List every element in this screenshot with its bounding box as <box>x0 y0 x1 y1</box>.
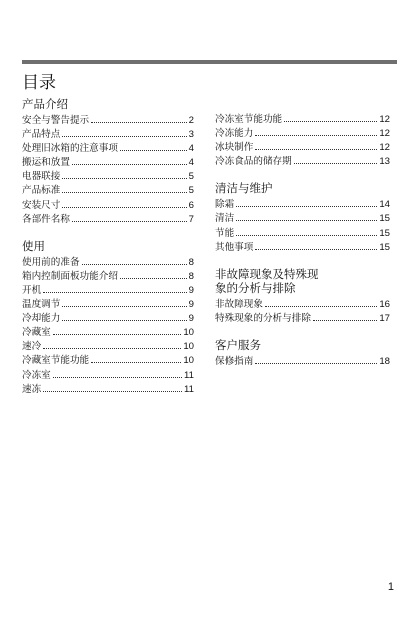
toc-entry-page: 12 <box>379 128 390 140</box>
toc-entry-label: 安全与警告提示 <box>22 115 90 126</box>
toc-entry-page: 9 <box>188 313 194 325</box>
dot-leader <box>236 234 377 236</box>
page-title: 目录 <box>22 73 56 92</box>
toc-entry-label: 冷冻能力 <box>215 128 254 140</box>
section-heading: 非故障现象及特殊现象的分析与排除 <box>215 268 319 295</box>
dot-leader <box>53 376 182 378</box>
dot-leader <box>62 135 186 137</box>
dot-leader <box>265 305 377 307</box>
dot-leader <box>255 134 377 136</box>
toc-entry-page: 4 <box>188 143 194 155</box>
toc-entry[interactable] <box>22 128 194 142</box>
toc-entry-page: 6 <box>188 199 194 211</box>
toc-entry-label: 非故障现象 <box>215 298 263 310</box>
page-number: 1 <box>387 581 394 593</box>
toc-entry[interactable] <box>215 227 390 241</box>
dot-leader <box>294 162 378 164</box>
section-heading: 清洁与维护 <box>215 183 273 196</box>
toc-entry-page: 15 <box>379 213 390 225</box>
toc-entry-page: 9 <box>188 284 194 296</box>
toc-entry-page: 4 <box>188 157 194 169</box>
toc-entry[interactable] <box>215 212 390 226</box>
toc-entry[interactable] <box>22 284 194 298</box>
toc-entry[interactable] <box>22 298 194 312</box>
section-heading: 使用 <box>22 240 45 253</box>
toc-entry[interactable] <box>22 256 194 270</box>
toc-entry-label: 产品特点 <box>22 129 61 141</box>
dot-leader <box>72 163 187 165</box>
toc-entry-label: 温度调节 <box>22 299 61 311</box>
toc-entry[interactable] <box>22 199 194 213</box>
toc-entry-label: 速冻 <box>22 383 42 395</box>
toc-entry-label: 搬运和放置 <box>22 157 70 169</box>
dot-leader <box>62 206 186 208</box>
toc-entry[interactable] <box>22 326 194 340</box>
dot-leader <box>284 120 377 122</box>
dot-leader <box>62 305 186 307</box>
dot-leader <box>236 219 377 221</box>
toc-entry-page: 8 <box>188 270 194 282</box>
toc-section <box>22 240 194 397</box>
toc-entry[interactable] <box>22 270 194 284</box>
dot-leader <box>91 361 181 363</box>
toc-entry-label: 其他事项 <box>215 241 254 253</box>
toc-entry-label: 除霜 <box>215 199 235 211</box>
dot-leader <box>82 263 187 265</box>
toc-entry-label: 冷冻室节能功能 <box>215 114 283 125</box>
toc-entry-page: 10 <box>183 355 194 367</box>
toc-entry[interactable] <box>215 141 390 155</box>
toc-entry-page: 12 <box>379 142 390 154</box>
toc-entry-label: 冰块制作 <box>215 142 254 154</box>
toc-entry[interactable] <box>22 142 194 156</box>
toc-entry[interactable] <box>22 156 194 170</box>
dot-leader <box>255 248 377 250</box>
toc-entry-page: 11 <box>184 383 194 395</box>
toc-entry-page: 10 <box>183 341 194 353</box>
toc-entry-page: 5 <box>188 171 194 183</box>
toc-entry-label: 节能 <box>215 227 235 239</box>
toc-entry-page: 2 <box>188 115 194 126</box>
toc-entry[interactable] <box>215 155 390 169</box>
toc-entry-label: 特殊现象的分析与排除 <box>215 312 311 324</box>
dot-leader <box>255 362 377 364</box>
dot-leader <box>120 149 187 151</box>
toc-entry[interactable] <box>215 113 390 127</box>
toc-entry[interactable] <box>22 354 194 368</box>
toc-entry[interactable] <box>22 114 194 128</box>
toc-entry-page: 8 <box>188 256 194 268</box>
toc-entry-label: 处理旧冰箱的注意事项 <box>22 143 118 155</box>
dot-leader <box>72 220 187 222</box>
toc-entry[interactable] <box>215 127 390 141</box>
toc-section <box>215 113 390 169</box>
toc-entry[interactable] <box>22 383 194 397</box>
dot-leader <box>43 390 182 392</box>
toc-entry-label: 各部件名称 <box>22 213 70 225</box>
toc-section <box>215 182 390 254</box>
toc-entry-label: 电器联接 <box>22 171 61 183</box>
toc-entry-label: 冷藏室 <box>22 327 51 339</box>
toc-entry-label: 保修指南 <box>215 355 254 367</box>
toc-entry[interactable] <box>215 298 390 312</box>
header-rule <box>22 60 397 64</box>
dot-leader <box>236 205 377 207</box>
dot-leader <box>91 121 187 123</box>
toc-entry[interactable] <box>22 213 194 227</box>
toc-entry-page: 15 <box>379 241 390 253</box>
toc-entry-page: 7 <box>188 213 194 225</box>
section-heading: 产品介绍 <box>22 99 68 111</box>
toc-entry[interactable] <box>22 170 194 184</box>
toc-right-column <box>215 113 390 382</box>
toc-entry-label: 冷冻食品的储存期 <box>215 156 292 168</box>
dot-leader <box>62 177 186 179</box>
toc-entry-label: 清洁 <box>215 213 235 225</box>
toc-entry[interactable] <box>215 355 390 369</box>
toc-entry[interactable] <box>215 312 390 326</box>
toc-entry-label: 冷冻室 <box>22 369 51 381</box>
toc-entry-page: 12 <box>379 114 390 125</box>
toc-entry-page: 10 <box>183 327 194 339</box>
toc-entry[interactable] <box>215 198 390 212</box>
toc-left-column <box>22 98 194 410</box>
toc-entry[interactable] <box>22 369 194 383</box>
toc-entry-page: 16 <box>379 298 390 310</box>
toc-entry-page: 15 <box>379 227 390 239</box>
toc-entry-label: 箱内控制面板功能介绍 <box>22 270 118 282</box>
toc-section <box>22 98 194 227</box>
toc-entry-page: 11 <box>184 369 194 381</box>
toc-entry-label: 安装尺寸 <box>22 199 61 211</box>
toc-entry-page: 18 <box>379 355 390 367</box>
toc-entry-label: 使用前的准备 <box>22 256 80 268</box>
toc-entry-label: 开机 <box>22 284 42 296</box>
toc-entry-page: 14 <box>379 199 390 211</box>
toc-entry-label: 冷藏室节能功能 <box>22 355 90 367</box>
toc-entry-label: 产品标准 <box>22 185 61 197</box>
toc-entry-page: 9 <box>188 299 194 311</box>
toc-entry-page: 3 <box>188 129 194 141</box>
section-heading: 客户服务 <box>215 339 261 352</box>
toc-section <box>215 268 390 326</box>
toc-entry[interactable] <box>215 241 390 255</box>
dot-leader <box>53 333 182 335</box>
toc-entry[interactable] <box>22 340 194 354</box>
dot-leader <box>43 347 181 349</box>
toc-entry-page: 17 <box>379 312 390 324</box>
toc-entry-label: 冷却能力 <box>22 313 61 325</box>
toc-section <box>215 339 390 369</box>
dot-leader <box>313 319 377 321</box>
dot-leader <box>62 191 186 193</box>
toc-entry[interactable] <box>22 184 194 198</box>
dot-leader <box>43 291 186 293</box>
toc-entry-page: 13 <box>379 156 390 168</box>
dot-leader <box>62 319 186 321</box>
toc-entry[interactable] <box>22 312 194 326</box>
toc-entry-label: 速冷 <box>22 341 42 353</box>
dot-leader <box>120 277 187 279</box>
toc-entry-page: 5 <box>188 185 194 197</box>
dot-leader <box>255 148 377 150</box>
